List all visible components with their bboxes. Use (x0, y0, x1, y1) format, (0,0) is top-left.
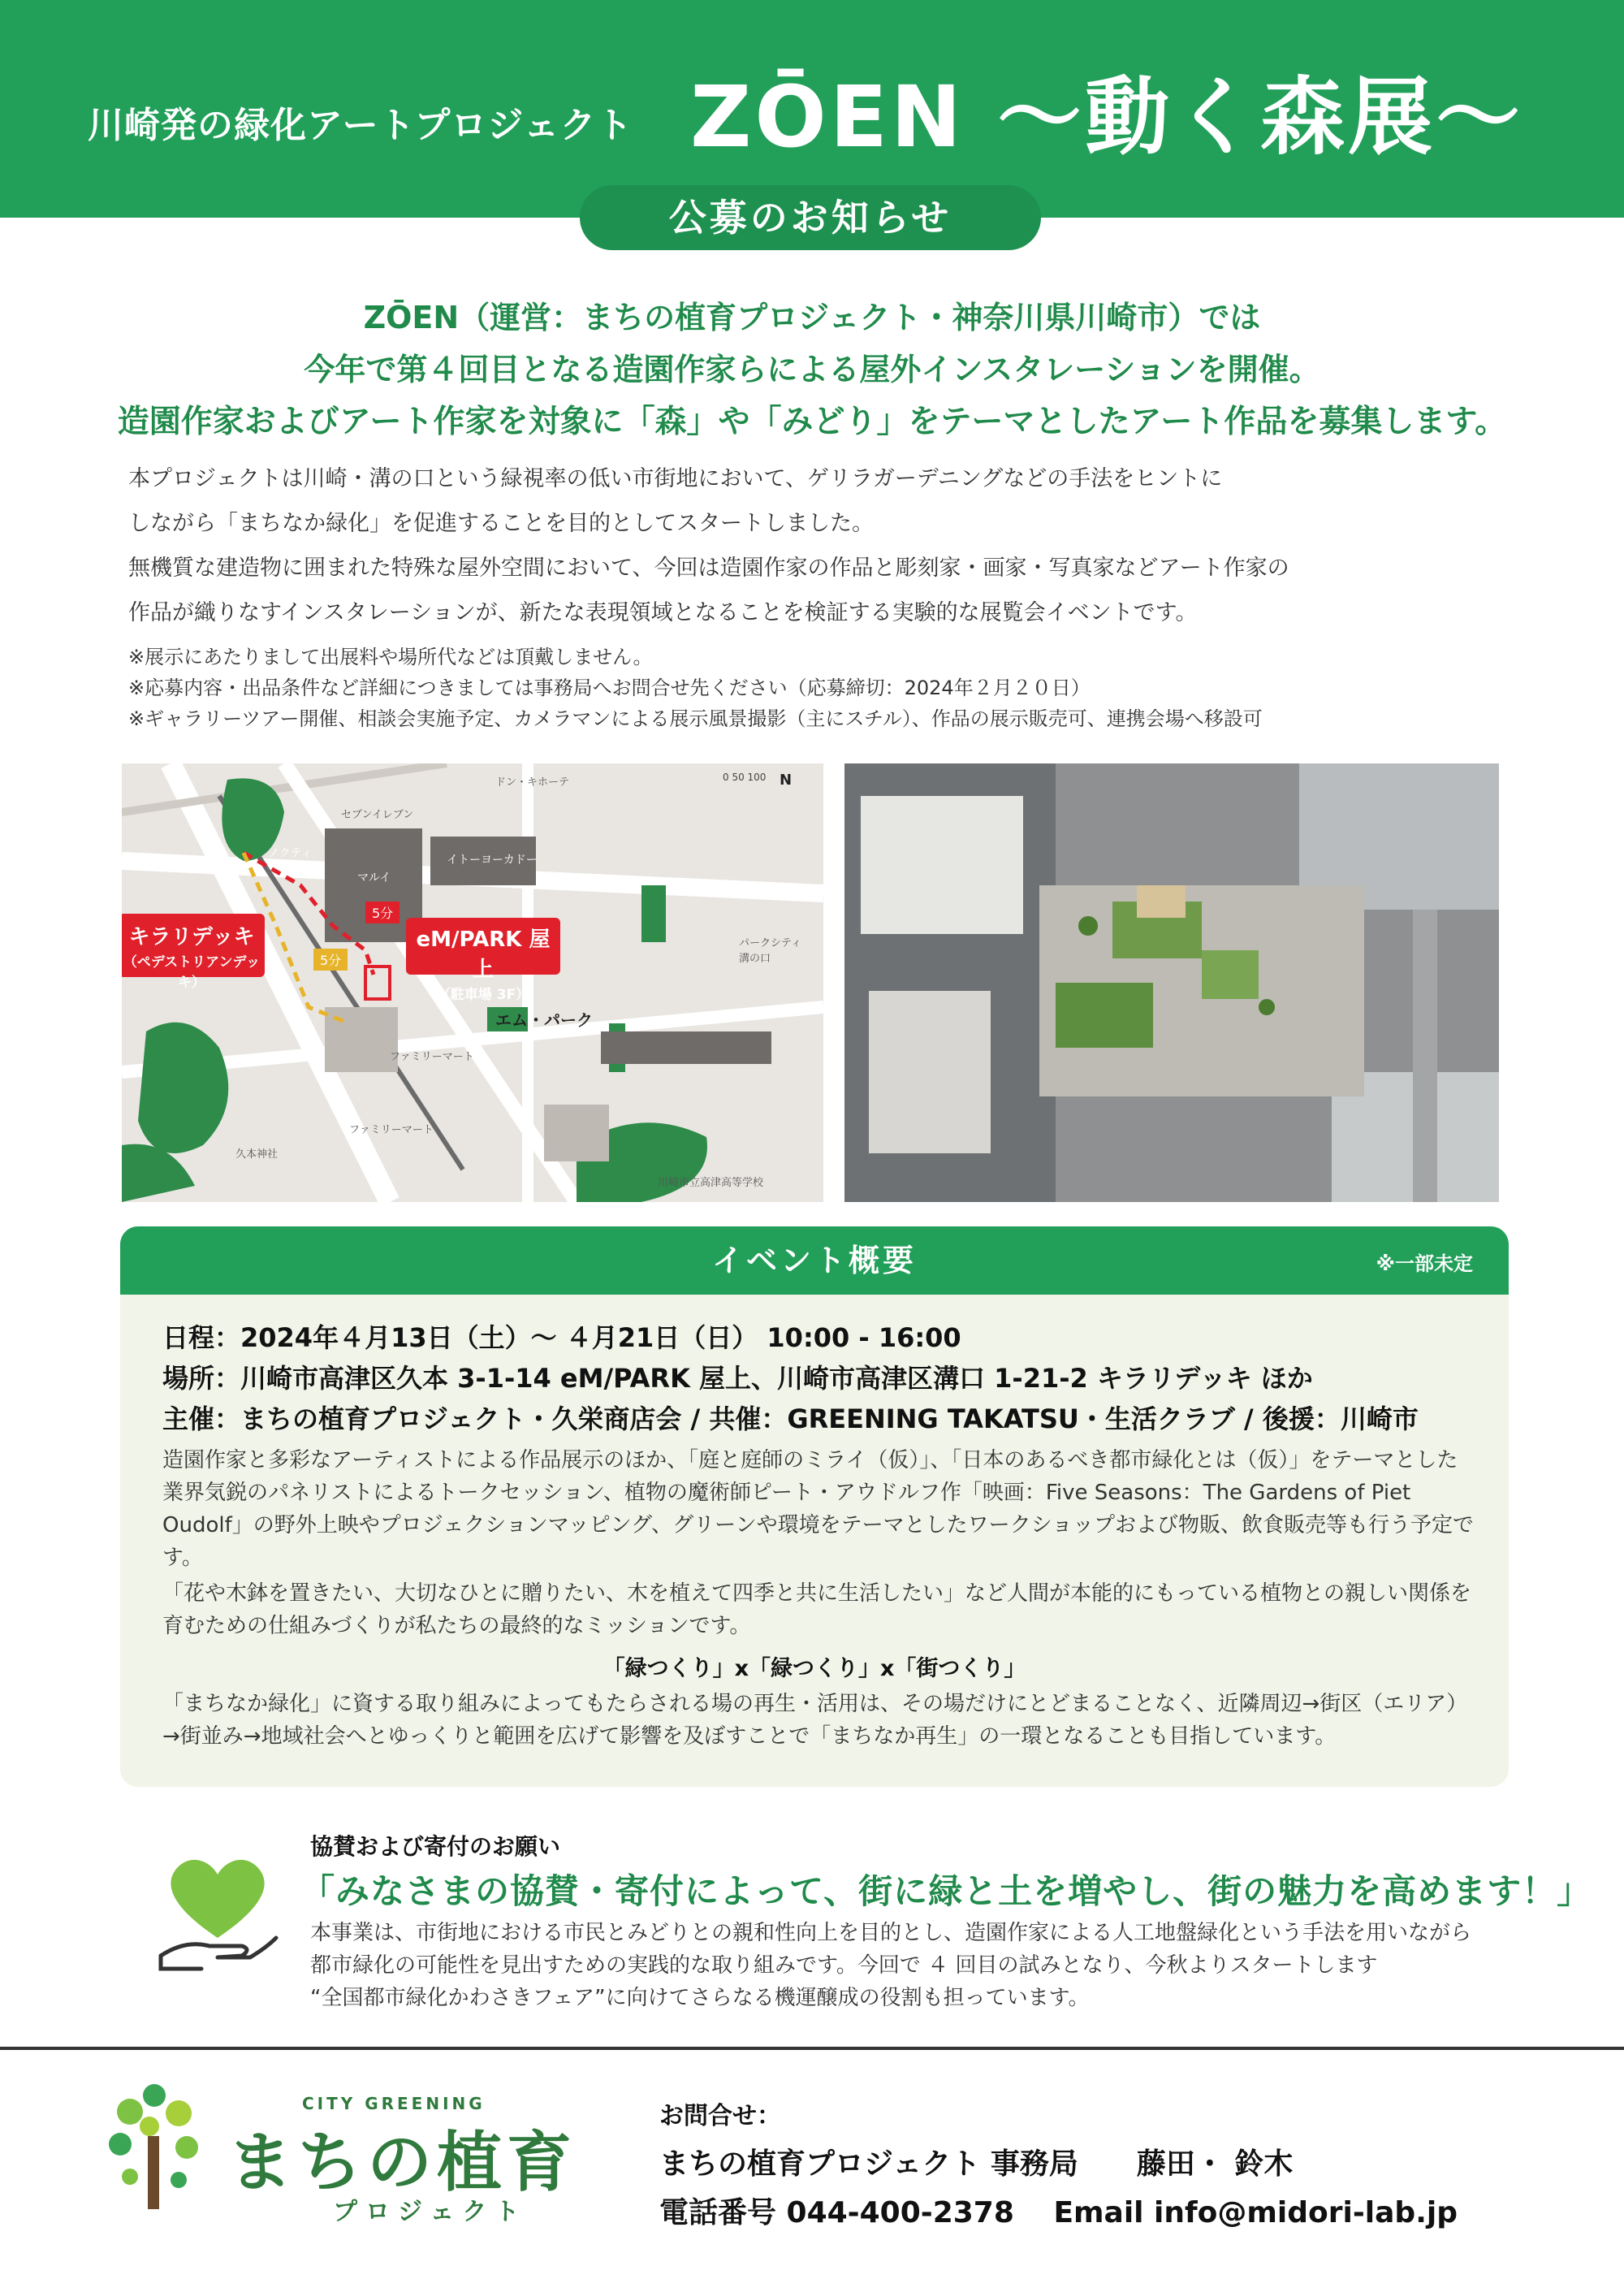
lead-line-2: 今年で第４回目となる造園作家らによる屋外インスタレーションを開催。 (304, 352, 1320, 387)
map-label-empark-sub: （駐車場 3F） (436, 987, 530, 1003)
footer-divider (0, 2047, 1624, 2050)
event-slogan: 「緑つくり」x「緑つくり」x「街つくり」 (603, 1656, 1026, 1681)
intro-line: 作品が織りなすインスタレーションが、新たな表現領域となることを検証する実験的な展覧会イベントです。 (128, 600, 1198, 625)
map-place-marui: マルイ (357, 871, 391, 884)
logo-subtitle: プロジェクト (333, 2198, 528, 2226)
sponsor-body (310, 1917, 1512, 2014)
walk-time-badge: 5分 (365, 902, 400, 923)
contact-label: お問合せ： (659, 2102, 781, 2130)
map-place-parkcity: パークシティ溝の口 (739, 937, 801, 965)
sponsor-heading: 協賛および寄付のお願い (310, 1833, 561, 1860)
map-place-itoyokado: イトーヨーカドー (447, 854, 538, 867)
aerial-photo (844, 763, 1499, 1202)
event-mission: 「花や木鉢を置きたい、大切なひとに贈りたい、木を植えて四季と共に生活したい」など人間が本能的にもっている植物との親しい関係を育むための仕組みづくりが私たちの最終的なミッションです。 (162, 1581, 1472, 1638)
note-item: ※ギャラリーツアー開催、相談会実施予定、カメラマンによる展示風景撮影（主にスチル）、作品の展示販売可、連携会場へ移設可 (128, 707, 1263, 730)
access-map (122, 763, 823, 1202)
logo-english: CITY GREENING (302, 2094, 486, 2113)
contact-phone-email: 電話番号 044-400-2378 Email info@midori-lab.jp (659, 2196, 1458, 2229)
map-scale: 0 50 100 (723, 772, 767, 783)
contact-office: まちの植育プロジェクト 事務局 藤田・ 鈴木 (659, 2147, 1294, 2181)
map-place-nocty: ノクティ (268, 847, 313, 860)
note-item: ※応募内容・出品条件など詳細につきましては事務局へお問合せ先ください（応募締切：2024年２月２０日） (128, 677, 1091, 699)
map-place-seven: セブンイレブン (341, 809, 414, 821)
intro-text (128, 456, 1501, 635)
map-place-school: 川崎市立高津高等学校 (658, 1177, 764, 1189)
heart-hand-icon (153, 1842, 283, 1972)
page-title: ZŌEN ～動く森展～ (690, 67, 1524, 166)
sponsor-body-line: “全国都市緑化かわさきフェア”に向けてさらなる機運醸成の役割も担っています。 (310, 1986, 1090, 2010)
event-description: 造園作家と多彩なアーティストによる作品展示のほか、「庭と庭師のミライ（仮）」、「日本のあるべき都市緑化とは（仮）」をテーマとした業界気鋭のパネリストによるトークセッション、植物の魔術師ピート・アウドルフ作「映画：Five Seasons：The Gardens of Piet Oudolf」の野外上映やプロジェクションマッピング、グリーンや環境をテーマとしたワークショップおよび物販、飲食販売等も行う予定です。 (162, 1448, 1475, 1570)
sponsor-body-line: 都市緑化の可能性を見出すための実践的な取り組みです。今回で ４ 回目の試みとなり、今秋よりスタートします (310, 1953, 1378, 1978)
sponsor-slogan: 「みなさまの協賛・寄付によって、街に緑と土を増やし、街の魅力を高めます！」 (300, 1871, 1592, 1911)
intro-line: 本プロジェクトは川崎・溝の口という緑視率の低い市街地において、ゲリラガーデニングなどの手法をヒントに (128, 466, 1223, 491)
notes-list (128, 642, 1525, 734)
map-label-kirari-sub: （ペデストリアンデッキ） (123, 954, 261, 991)
map-label-empark-title: eM/PARK 屋上 (416, 928, 551, 982)
notice-badge: 公募のお知らせ (580, 185, 1041, 250)
aerial-photo-drawing (844, 763, 1499, 1202)
note-item: ※展示にあたりまして出展料や場所代などは頂戴しません。 (128, 646, 653, 668)
map-label-empark (406, 918, 560, 1003)
event-overview-panel (120, 1226, 1509, 1787)
header-subtitle: 川崎発の緑化アートプロジェクト (88, 105, 633, 146)
lead-line-1: ZŌEN（運営：まちの植育プロジェクト・神奈川県川崎市）では (363, 300, 1261, 335)
event-organizer: 主催：まちの植育プロジェクト・久栄商店会 / 共催：GREENING TAKATSU・生活クラブ / 後援：川崎市 (162, 1403, 1419, 1434)
map-label-kirari-title: キラリデッキ (128, 925, 255, 949)
map-place-donki: ドン・キホーテ (495, 776, 570, 789)
event-title: イベント概要 (711, 1243, 917, 1278)
map-label-kirari (122, 914, 265, 991)
map-place-shrine: 久本神社 (235, 1148, 279, 1161)
north-arrow-icon: N (780, 772, 793, 789)
map-place-family: ファミリーマート (390, 1051, 474, 1063)
event-place: 場所：川崎市高津区久本 3-1-14 eM/PARK 屋上、川崎市高津区溝口 1-21-2 キラリデッキ ほか (162, 1363, 1313, 1394)
lead-line-3: 造園作家およびアート作家を対象に「森」や「みどり」をテーマとしたアート作品を募集します。 (117, 404, 1507, 440)
logo-japanese: まちの植育 (227, 2125, 577, 2200)
map-place-em-park: エム・パーク (495, 1010, 593, 1030)
event-date: 日程：2024年４月13日（土）～ ４月21日（日） 10:00 - 16:00 (162, 1322, 961, 1353)
sponsor-body-line: 本事業は、市街地における市民とみどりとの親和性向上を目的とし、造園作家による人工地盤緑化という手法を用いながら (310, 1921, 1472, 1945)
intro-line: 無機質な建造物に囲まれた特殊な屋外空間において、今回は造園作家の作品と彫刻家・画家・写真家などアート作家の (128, 556, 1289, 581)
event-goal: 「まちなか緑化」に資する取り組みによってもたらされる場の再生・活用は、その場だけにとどまることなく、近隣周辺→街区（エリア）→街並み→地域社会へとゆっくりと範囲を広げて影響を及ぼすことで「まちなか再生」の一環となることも目指しています。 (162, 1692, 1468, 1749)
intro-line: しながら「まちなか緑化」を促進することを目的としてスタートしました。 (128, 511, 874, 536)
map-place-family: ファミリーマート (349, 1124, 434, 1136)
walk-time-badge: 5分 (313, 949, 348, 971)
event-tbd-note: ※一部未定 (1376, 1252, 1473, 1275)
